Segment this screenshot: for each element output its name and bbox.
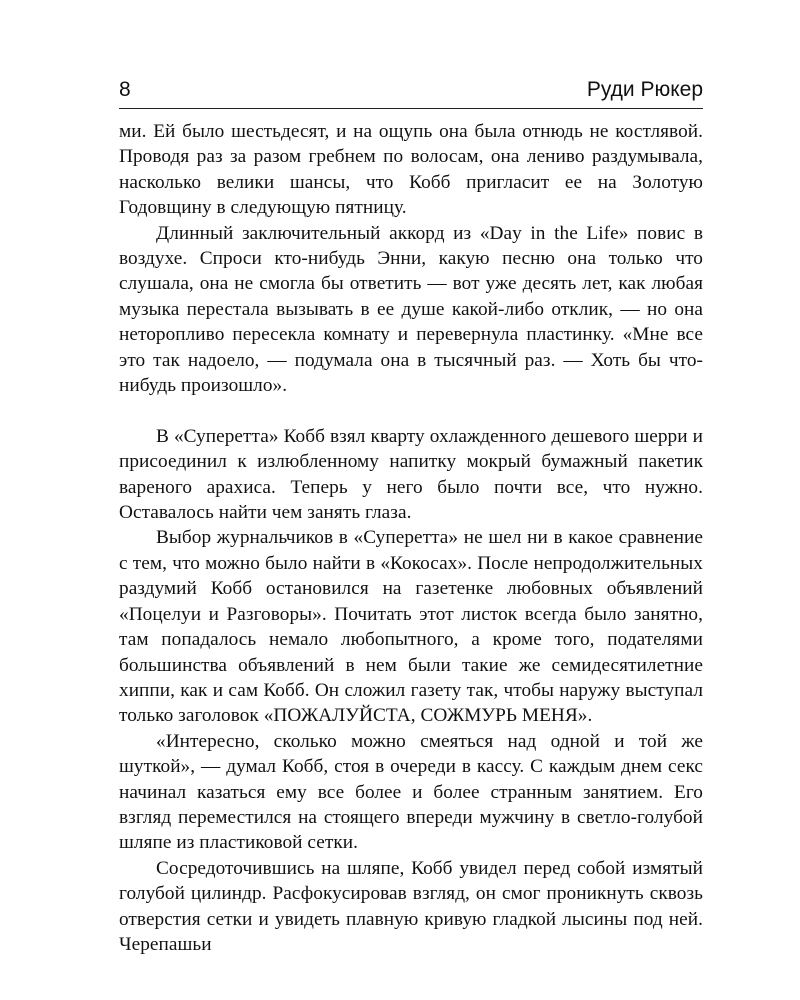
running-title: Руди Рюкер: [586, 78, 703, 101]
running-header: [119, 78, 703, 109]
body-text: [119, 119, 703, 957]
section-break: [119, 398, 703, 423]
paragraph-continued: ми. Ей было шестьдесят, и на ощупь она была отнюдь не костлявой. Проводя раз за разом гребнем по волосам, она лениво раздумывала, насколько велики шансы, что Кобб пригласит ее на Золотую Годовщину в следующую пятницу.: [119, 121, 703, 219]
paragraph: «Интересно, сколько можно смеяться над одной и той же шуткой», — думал Кобб, стоя в очереди в кассу. С каждым днем секс начинал казаться ему все более и более странным занятием. Его взгляд переместился на стоящего впереди мужчину в светло-голубой шляпе из пластиковой сетки.: [119, 730, 703, 854]
page-number: 8: [119, 78, 131, 101]
paragraph: Длинный заключительный аккорд из «Day in the Life» повис в воздухе. Спроси кто-нибудь Энни, какую песню она только что слушала, она не смогла бы ответить — вот уже десять лет, как любая музыка перестала вызывать в ее душе какой-либо отклик, — но она неторопливо пересекла комнату и перевернула пластинку. «Мне все это так надоело, — подумала она в тысячный раз. — Хоть бы что-нибудь произошло».: [119, 222, 703, 397]
paragraph: В «Суперетта» Кобб взял кварту охлажденного дешевого шерри и присоединил к излюбленному напитку мокрый бумажный пакетик вареного арахиса. Теперь у него было почти все, что нужно. Оставалось найти чем занять глаза.: [119, 425, 703, 524]
paragraph: Сосредоточившись на шляпе, Кобб увидел перед собой измятый голубой цилиндр. Расфокусировав взгляд, он смог проникнуть сквозь отверстия сетки и увидеть плавную кривую гладкой лысины под ней. Черепашьи: [119, 857, 703, 955]
book-page: [119, 78, 703, 957]
paragraph: Выбор журнальчиков в «Суперетта» не шел ни в какое сравнение с тем, что можно было найти в «Кокосах». После непродолжительных раздумий Кобб остановился на газетенке любовных объявлений «Поцелуи и Разговоры». Почитать этот листок всегда было занятно, там попадалось немало любопытного, а кроме того, подателями большинства объявлений в нем были такие же семидесятилетние хиппи, как и сам Кобб. Он сложил газету так, чтобы наружу выступал только заголовок «ПОЖАЛУЙСТА, СОЖМУРЬ МЕНЯ».: [119, 527, 703, 727]
